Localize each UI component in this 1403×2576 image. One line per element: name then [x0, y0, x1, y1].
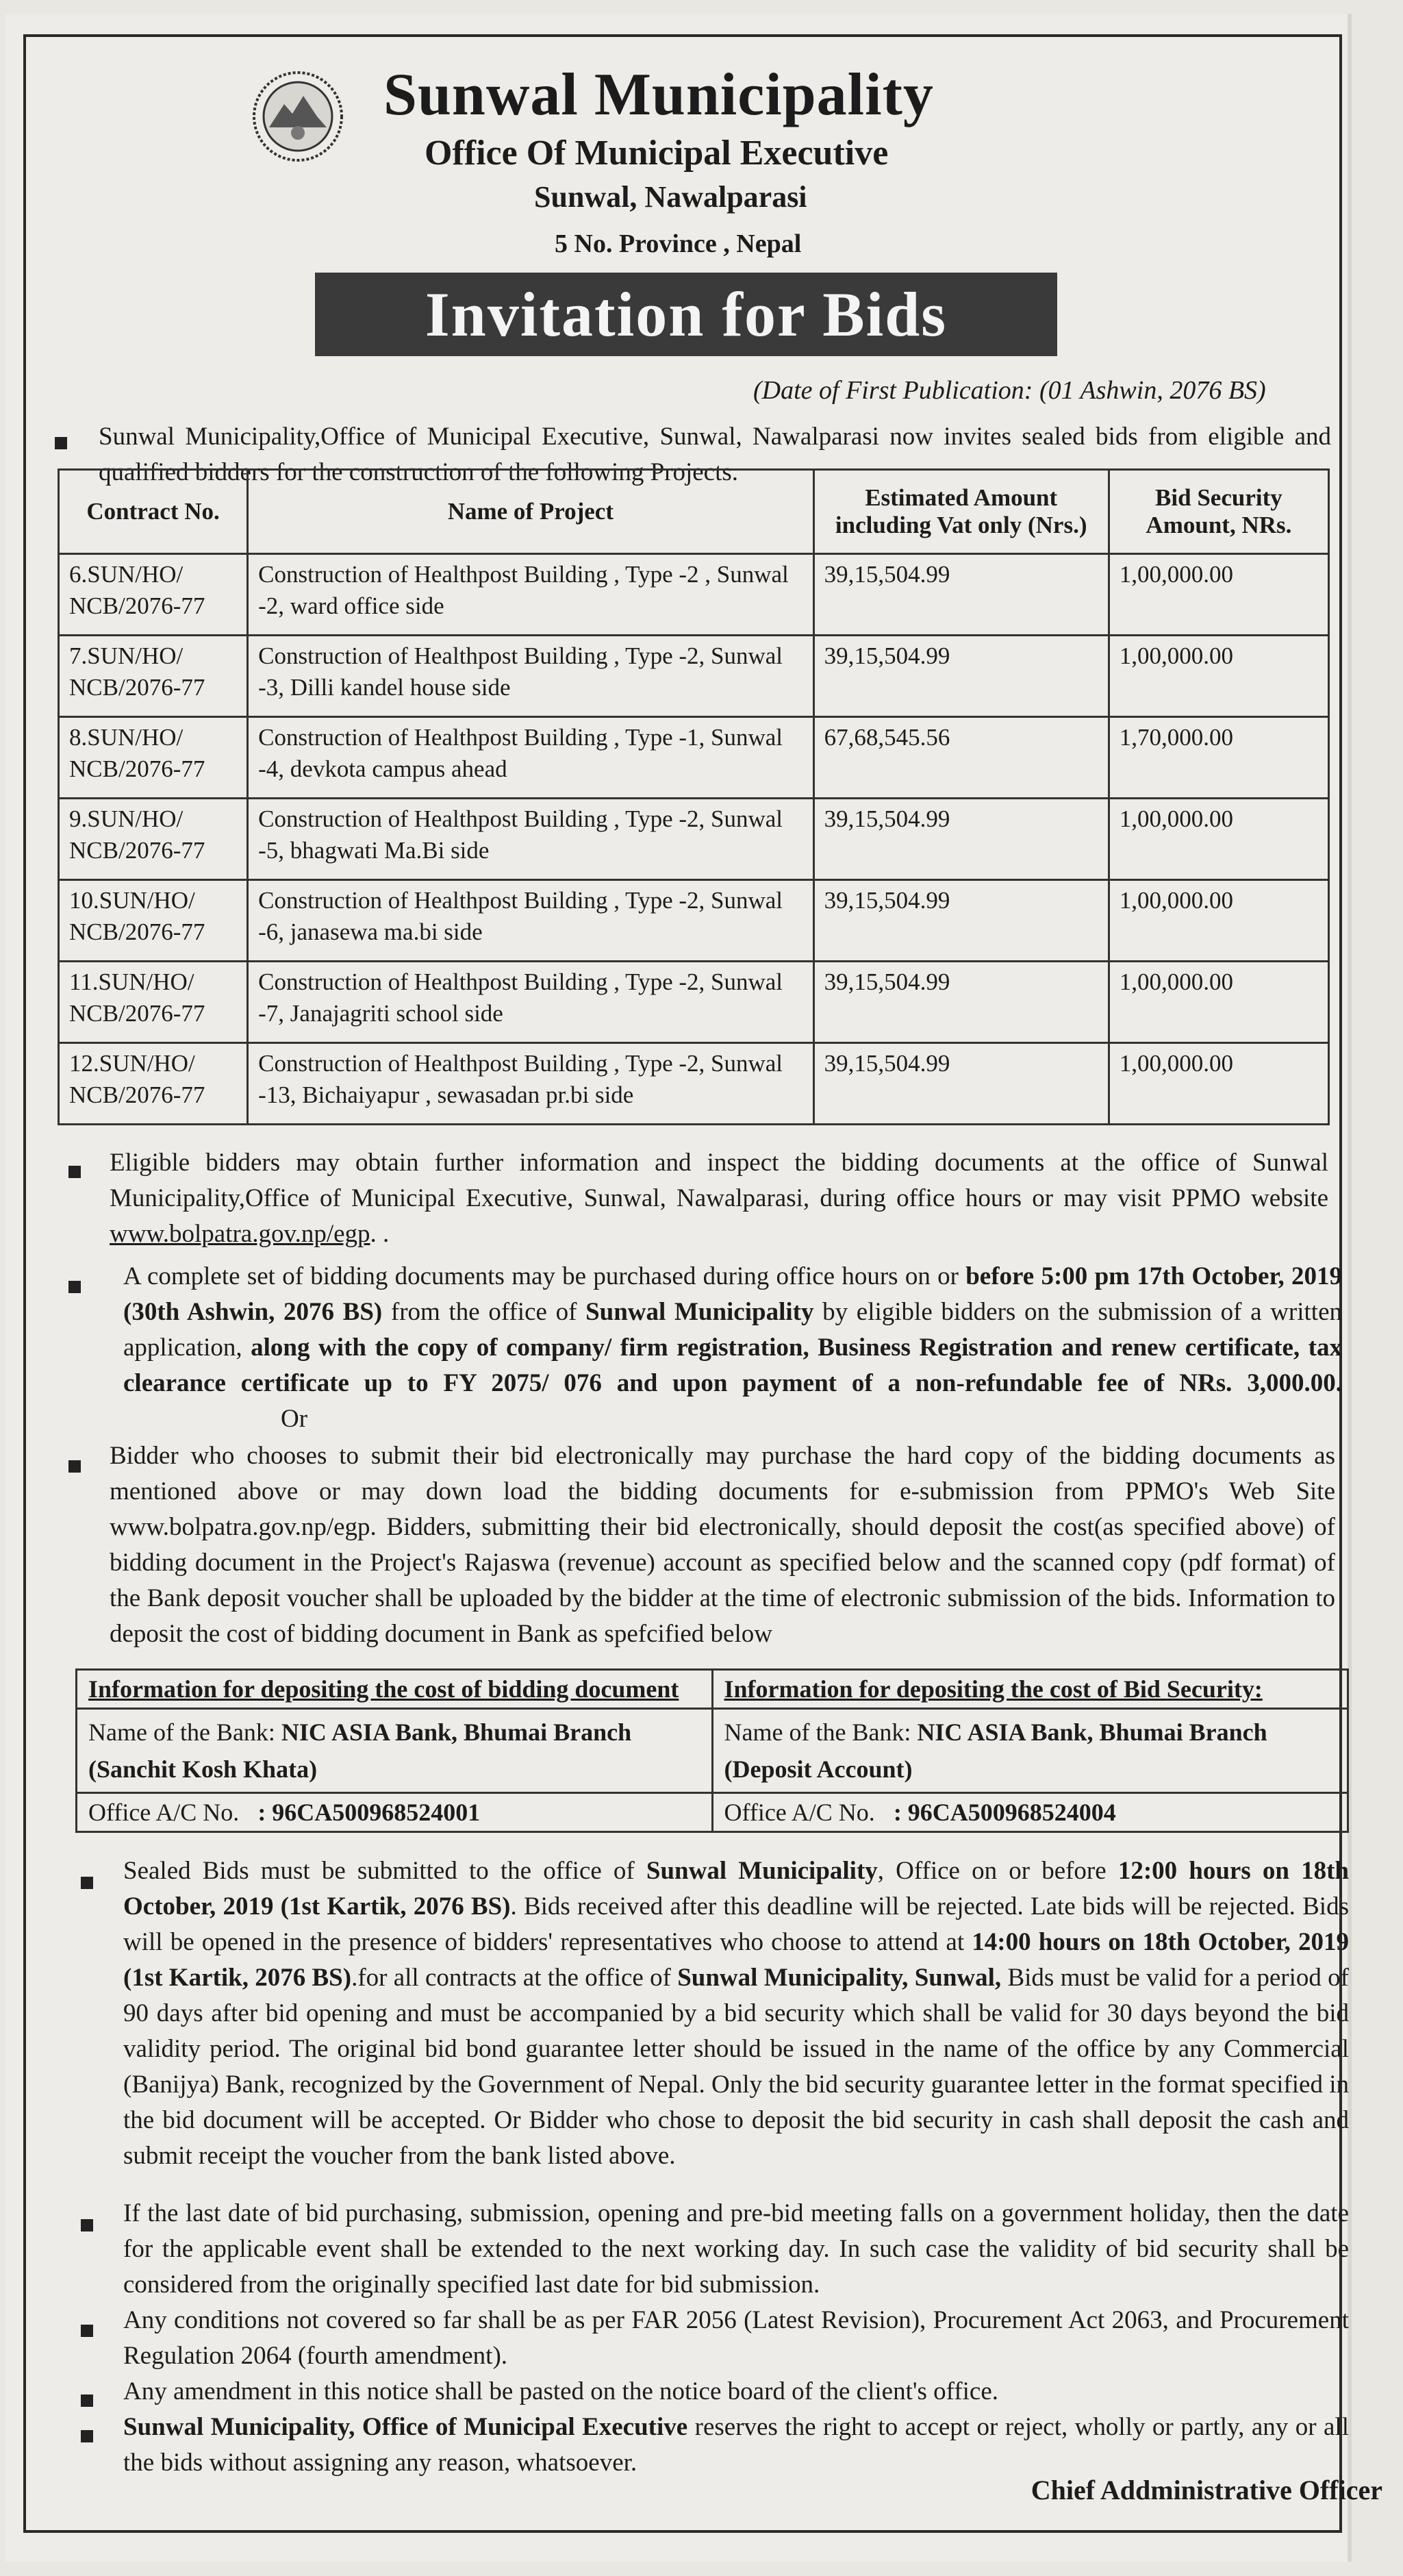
contract-no: 8.SUN/HO/ NCB/2076-77 — [59, 717, 248, 799]
bullet-icon — [81, 2325, 93, 2337]
opening-time: 14:00 hours on 18th October, 2019 (1st Kartik, 2076 BS) — [123, 1928, 1349, 1992]
estimated-amount: 39,15,504.99 — [813, 636, 1109, 717]
signature: Chief Addministrative Officer — [1031, 2475, 1382, 2505]
para5-t5: Bids must be valid for a period of 90 days after bid opening and must be accompanied by a bid security which shall be valid for 30 days beyond the bid validity period. The original bid bond guarantee letter should be issued in the name of the office by any Commercial (Banijya) Bank, recognized by the Government of Nepal. Only the bid security guarantee letter in the format specified in the bid document will be accepted. Or Bidder who chose to deposit the bid security in cash shall deposit the cash and submit receipt the voucher from the bank listed above. — [123, 1964, 1349, 2170]
table-row — [59, 554, 1329, 636]
estimated-amount: 39,15,504.99 — [813, 554, 1109, 636]
header-project: Name of Project — [248, 470, 813, 554]
location: Sunwal, Nawalparasi — [534, 180, 807, 214]
contract-no: 9.SUN/HO/ NCB/2076-77 — [59, 799, 248, 880]
para5-t3: . Bids received after this deadline will be rejected. Late bids will be rejected. Bids will be opened in the presence of bidders' representatives who choose to attend at — [123, 1892, 1349, 1956]
para2-tail: . . — [370, 1220, 390, 1248]
publication-date: (Date of First Publication: (01 Ashwin, 2076 BS) — [753, 376, 1266, 405]
contract-no: 11.SUN/HO/ NCB/2076-77 — [59, 962, 248, 1043]
table-row — [59, 880, 1329, 962]
bank-right-name: NIC ASIA Bank, Bhumai Branch (Deposit Account) — [724, 1718, 1267, 1783]
bank-name-label: Name of the Bank: — [88, 1718, 275, 1746]
contract-no: 6.SUN/HO/ NCB/2076-77 — [59, 554, 248, 636]
account-label: Office A/C No. — [724, 1799, 875, 1826]
para5-t4: .for all contracts at the office of — [351, 1964, 678, 1992]
bullet-icon — [68, 1281, 81, 1293]
table-row — [59, 717, 1329, 799]
para9-t1: reserves the right to accept or reject, wholly or partly, any or all the bids without assigning any reason, whatsoever. — [123, 2413, 1349, 2477]
para3-t1: A complete set of bidding documents may be purchased during office hours on or — [123, 1262, 966, 1290]
para2-text: Eligible bidders may obtain further information and inspect the bidding documents at the office of Sunwal Municipality,Office of Municipal Executive, Sunwal, Nawalparasi, during office hours or may visit PPMO website — [110, 1149, 1328, 1212]
project-name: Construction of Healthpost Building , Type -2, Sunwal -7, Janajagriti school side — [248, 962, 813, 1043]
bullet-icon — [81, 2430, 93, 2442]
bank-info-table — [75, 1668, 1349, 1833]
purchase-documents-text — [123, 1259, 1342, 1437]
province: 5 No. Province , Nepal — [555, 229, 802, 258]
table-row — [59, 799, 1329, 880]
project-name: Construction of Healthpost Building , Type -2, Sunwal -6, janasewa ma.bi side — [248, 880, 813, 962]
para5-office: Sunwal Municipality, Sunwal, — [677, 1964, 1002, 1992]
contract-no: 10.SUN/HO/ NCB/2076-77 — [59, 880, 248, 962]
purchase-deadline: before 5:00 pm 17th October, 2019 (30th Ashwin, 2076 BS) — [123, 1262, 1342, 1326]
account-label: Office A/C No. — [88, 1799, 240, 1826]
eligible-bidders-text — [110, 1145, 1328, 1252]
bullet-icon — [81, 1877, 93, 1889]
bullet-icon — [68, 1460, 81, 1473]
bank-name-label: Name of the Bank: — [724, 1718, 911, 1746]
bid-security: 1,00,000.00 — [1109, 554, 1328, 636]
municipality-seal-icon — [250, 68, 346, 164]
conditions-text: Any conditions not covered so far shall be as per FAR 2056 (Latest Revision), Procurement Act 2063, and Procurement Regulation 2064 (fourth amendment). — [123, 2306, 1349, 2370]
documents-required: along with the copy of company/ firm registration, Business Registration and renew certificate, tax clearance certificate up to FY 2075/ 076 and upon payment of a non-refundable fee of NRs. 3,000.00. — [123, 1334, 1343, 1397]
header-security: Bid Security Amount, NRs. — [1109, 470, 1328, 554]
amendment-text: Any amendment in this notice shall be pasted on the notice board of the client's office. — [123, 2377, 999, 2405]
header-contract: Contract No. — [59, 470, 248, 554]
para5-t1: Sealed Bids must be submitted to the office of — [123, 1857, 646, 1885]
para5-t2: , Office on or before — [877, 1857, 1118, 1885]
office-name: Office Of Municipal Executive — [425, 134, 889, 173]
para5-org: Sunwal Municipality — [646, 1857, 878, 1885]
bid-security: 1,00,000.00 — [1109, 1043, 1328, 1125]
rights-text — [123, 2410, 1349, 2481]
estimated-amount: 39,15,504.99 — [813, 962, 1109, 1043]
bullet-icon — [55, 437, 67, 449]
contract-no: 12.SUN/HO/ NCB/2076-77 — [59, 1043, 248, 1125]
estimated-amount: 39,15,504.99 — [813, 799, 1109, 880]
table-row — [59, 636, 1329, 717]
project-name: Construction of Healthpost Building , Type -2, Sunwal -3, Dilli kandel house side — [248, 636, 813, 717]
holiday-text: If the last date of bid purchasing, submission, opening and pre-bid meeting falls on a government holiday, then the date for the applicable event shall be extended to the next working day. In such case the validity of bid security shall be considered from the originally specified last date for bid submission. — [123, 2199, 1349, 2299]
contract-no: 7.SUN/HO/ NCB/2076-77 — [59, 636, 248, 717]
project-name: Construction of Healthpost Building , Type -2 , Sunwal -2, ward office side — [248, 554, 813, 636]
para3-t3: by eligible bidders on the submission of a written application, — [123, 1298, 1343, 1362]
banner-title: Invitation for Bids — [315, 273, 1057, 356]
para9-org: Sunwal Municipality, Office of Municipal Executive — [123, 2413, 688, 2441]
para3-t2: from the office of — [382, 1298, 586, 1326]
org-name: Sunwal Municipality — [383, 62, 934, 128]
bank-left-header: Information for depositing the cost of bidding document — [88, 1675, 679, 1703]
account-right-number: : 96CA500968524004 — [893, 1799, 1116, 1826]
header-amount: Estimated Amount including Vat only (Nrs.) — [813, 470, 1109, 554]
table-row — [59, 1043, 1329, 1125]
account-left-number: : 96CA500968524001 — [257, 1799, 481, 1826]
bid-security: 1,00,000.00 — [1109, 880, 1328, 962]
bid-security: 1,70,000.00 — [1109, 717, 1328, 799]
bank-left-name: NIC ASIA Bank, Bhumai Branch (Sanchit Kosh Khata) — [88, 1718, 632, 1783]
project-name: Construction of Healthpost Building , Type -1, Sunwal -4, devkota campus ahead — [248, 717, 813, 799]
table-row — [59, 962, 1329, 1043]
para3-org: Sunwal Municipality — [585, 1298, 814, 1326]
estimated-amount: 39,15,504.99 — [813, 1043, 1109, 1125]
sealed-bids-text — [123, 1853, 1349, 2174]
estimated-amount: 67,68,545.56 — [813, 717, 1109, 799]
table-header-row — [59, 470, 1329, 554]
ppmo-link[interactable]: www.bolpatra.gov.np/egp — [110, 1220, 370, 1248]
bullet-icon — [81, 2219, 93, 2231]
or-separator: Or — [281, 1405, 308, 1433]
bid-security: 1,00,000.00 — [1109, 799, 1328, 880]
estimated-amount: 39,15,504.99 — [813, 880, 1109, 962]
bid-security: 1,00,000.00 — [1109, 636, 1328, 717]
bank-right-header: Information for depositing the cost of Bid Security: — [724, 1675, 1263, 1703]
electronic-submission-text: Bidder who chooses to submit their bid electronically may purchase the hard copy of the bidding documents as mentioned above or may down load the bidding documents for e-submission from PPMO's Web Site www.bolpatra.gov.np/egp. Bidders, submitting their bid electronically, should deposit the cost(as specified above) of bidding document in the Project's Rajaswa (revenue) account as specified below and the scanned copy (pdf format) of the Bank deposit voucher shall be uploaded by the bidder at the time of electronic submission of the bids. Information to deposit the cost of bidding document in Bank as spefcified below — [110, 1442, 1335, 1648]
intro-text: Sunwal Municipality,Office of Municipal Executive, Sunwal, Nawalparasi now invites sealed bids from eligible and qualified bidders for the construction of the following Projects. — [99, 423, 1331, 486]
bid-security: 1,00,000.00 — [1109, 962, 1328, 1043]
bullet-icon — [68, 1166, 81, 1178]
bids-table — [58, 468, 1330, 1125]
project-name: Construction of Healthpost Building , Type -2, Sunwal -5, bhagwati Ma.Bi side — [248, 799, 813, 880]
submission-deadline: 12:00 hours on 18th October, 2019 (1st Kartik, 2076 BS) — [123, 1857, 1349, 1921]
bullet-icon — [81, 2394, 93, 2407]
project-name: Construction of Healthpost Building , Type -2, Sunwal -13, Bichaiyapur , sewasadan pr.bi side — [248, 1043, 813, 1125]
